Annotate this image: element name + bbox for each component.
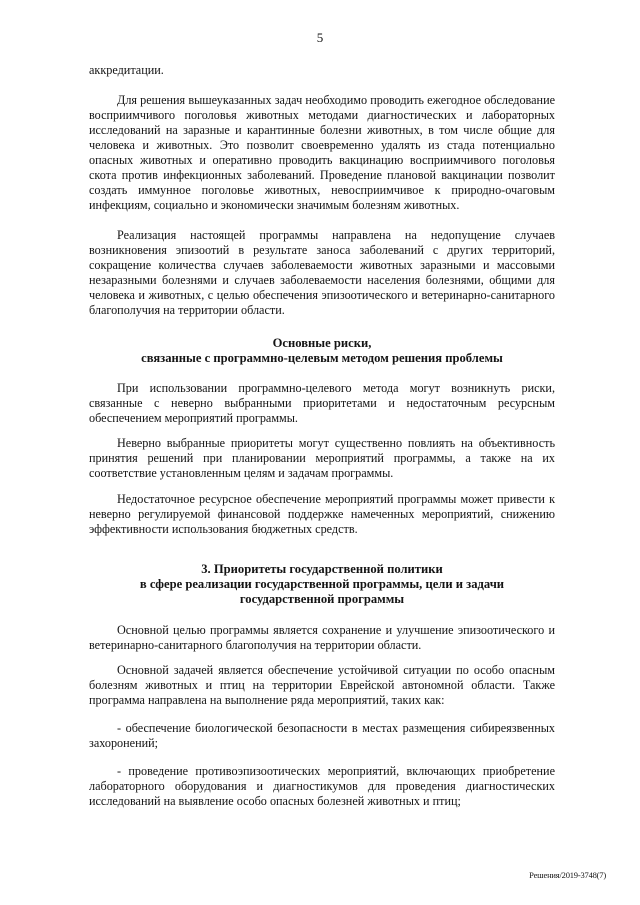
- paragraph-9-text: - проведение противоэпизоотических мероприятий, включающих приобретение лабораторного оборудования и диагностикумов для проведения диагностических исследований на выявление особо опасных болезней животных и птиц;: [89, 764, 555, 808]
- paragraph-8-text: - обеспечение биологической безопасности в местах размещения сибиреязвенных захоронений;: [89, 721, 555, 750]
- section-heading-priorities: [89, 562, 555, 607]
- heading-priorities-line-2: в сфере реализации государственной программы, цели и задачи: [139, 577, 505, 591]
- heading-priorities-line-1: 3. Приоритеты государственной политики: [201, 562, 443, 576]
- heading-risks-line-1: Основные риски,: [272, 336, 372, 350]
- paragraph-7: [89, 663, 555, 708]
- paragraph-0-text: аккредитации.: [89, 63, 164, 77]
- paragraph-5: [89, 492, 555, 537]
- paragraph-1-text: Для решения вышеуказанных задач необходимо проводить ежегодное обследование восприимчивого поголовья животных методами диагностических и лабораторных исследований на заразные и карантинные болезни животных, в том числе общие для человека и животных. Это позволит своевременно удалять из стада потенциально опасных животных и оперативно проводить вакцинацию восприимчивого поголовья скота против инфекционных заболеваний. Проведение плановой вакцинации позволит создать иммунное поголовье животных, невосприимчивое к природно-очаговым инфекциям, социально и экономически значимым болезням животных.: [89, 93, 555, 212]
- paragraph-9: [89, 764, 555, 809]
- paragraph-3-text: При использовании программно-целевого метода могут возникнуть риски, связанные с неверно выбранными приоритетами и недостаточным ресурсным обеспечением мероприятий программы.: [89, 381, 555, 425]
- paragraph-6-text: Основной целью программы является сохранение и улучшение эпизоотического и ветеринарно-санитарного благополучия на территории области.: [89, 623, 555, 652]
- paragraph-7-text: Основной задачей является обеспечение устойчивой ситуации по особо опасным болезням животных и птиц на территории Еврейской автономной области. Также программа направлена на выполнение ряда мероприятий, таких как:: [89, 663, 555, 707]
- paragraph-2-text: Реализация настоящей программы направлена на недопущение случаев возникновения эпизоотий в результате заноса заболеваний с других территорий, сокращение количества случаев заболеваемости животных заразными и массовыми незаразными болезнями и случаев заболеваемости населения болезнями, общими для человека и животных, с целью обеспечения эпизоотического и ветеринарно-санитарного благополучия на территории области.: [89, 228, 555, 317]
- heading-risks-line-2: связанные с программно-целевым методом решения проблемы: [141, 351, 503, 365]
- paragraph-8: [89, 721, 555, 751]
- heading-priorities-line-3: государственной программы: [239, 592, 405, 606]
- paragraph-4: [89, 436, 555, 481]
- paragraph-1: [89, 93, 555, 213]
- section-heading-risks: [89, 336, 555, 366]
- page-number: 5: [316, 30, 324, 45]
- paragraph-6: [89, 623, 555, 653]
- paragraph-2: [89, 228, 555, 318]
- paragraph-0: [89, 63, 555, 78]
- paragraph-3: [89, 381, 555, 426]
- paragraph-4-text: Неверно выбранные приоритеты могут существенно повлиять на объективность принятия решений при планировании мероприятий программы, а также на их соответствие установленным целям и задачам программы.: [89, 436, 555, 480]
- paragraph-5-text: Недостаточное ресурсное обеспечение мероприятий программы может привести к неверно регулируемой финансовой поддержке намеченных мероприятий, снижению эффективности использования бюджетных средств.: [89, 492, 555, 536]
- footer-document-code: Решения/2019-3748(7): [529, 870, 606, 880]
